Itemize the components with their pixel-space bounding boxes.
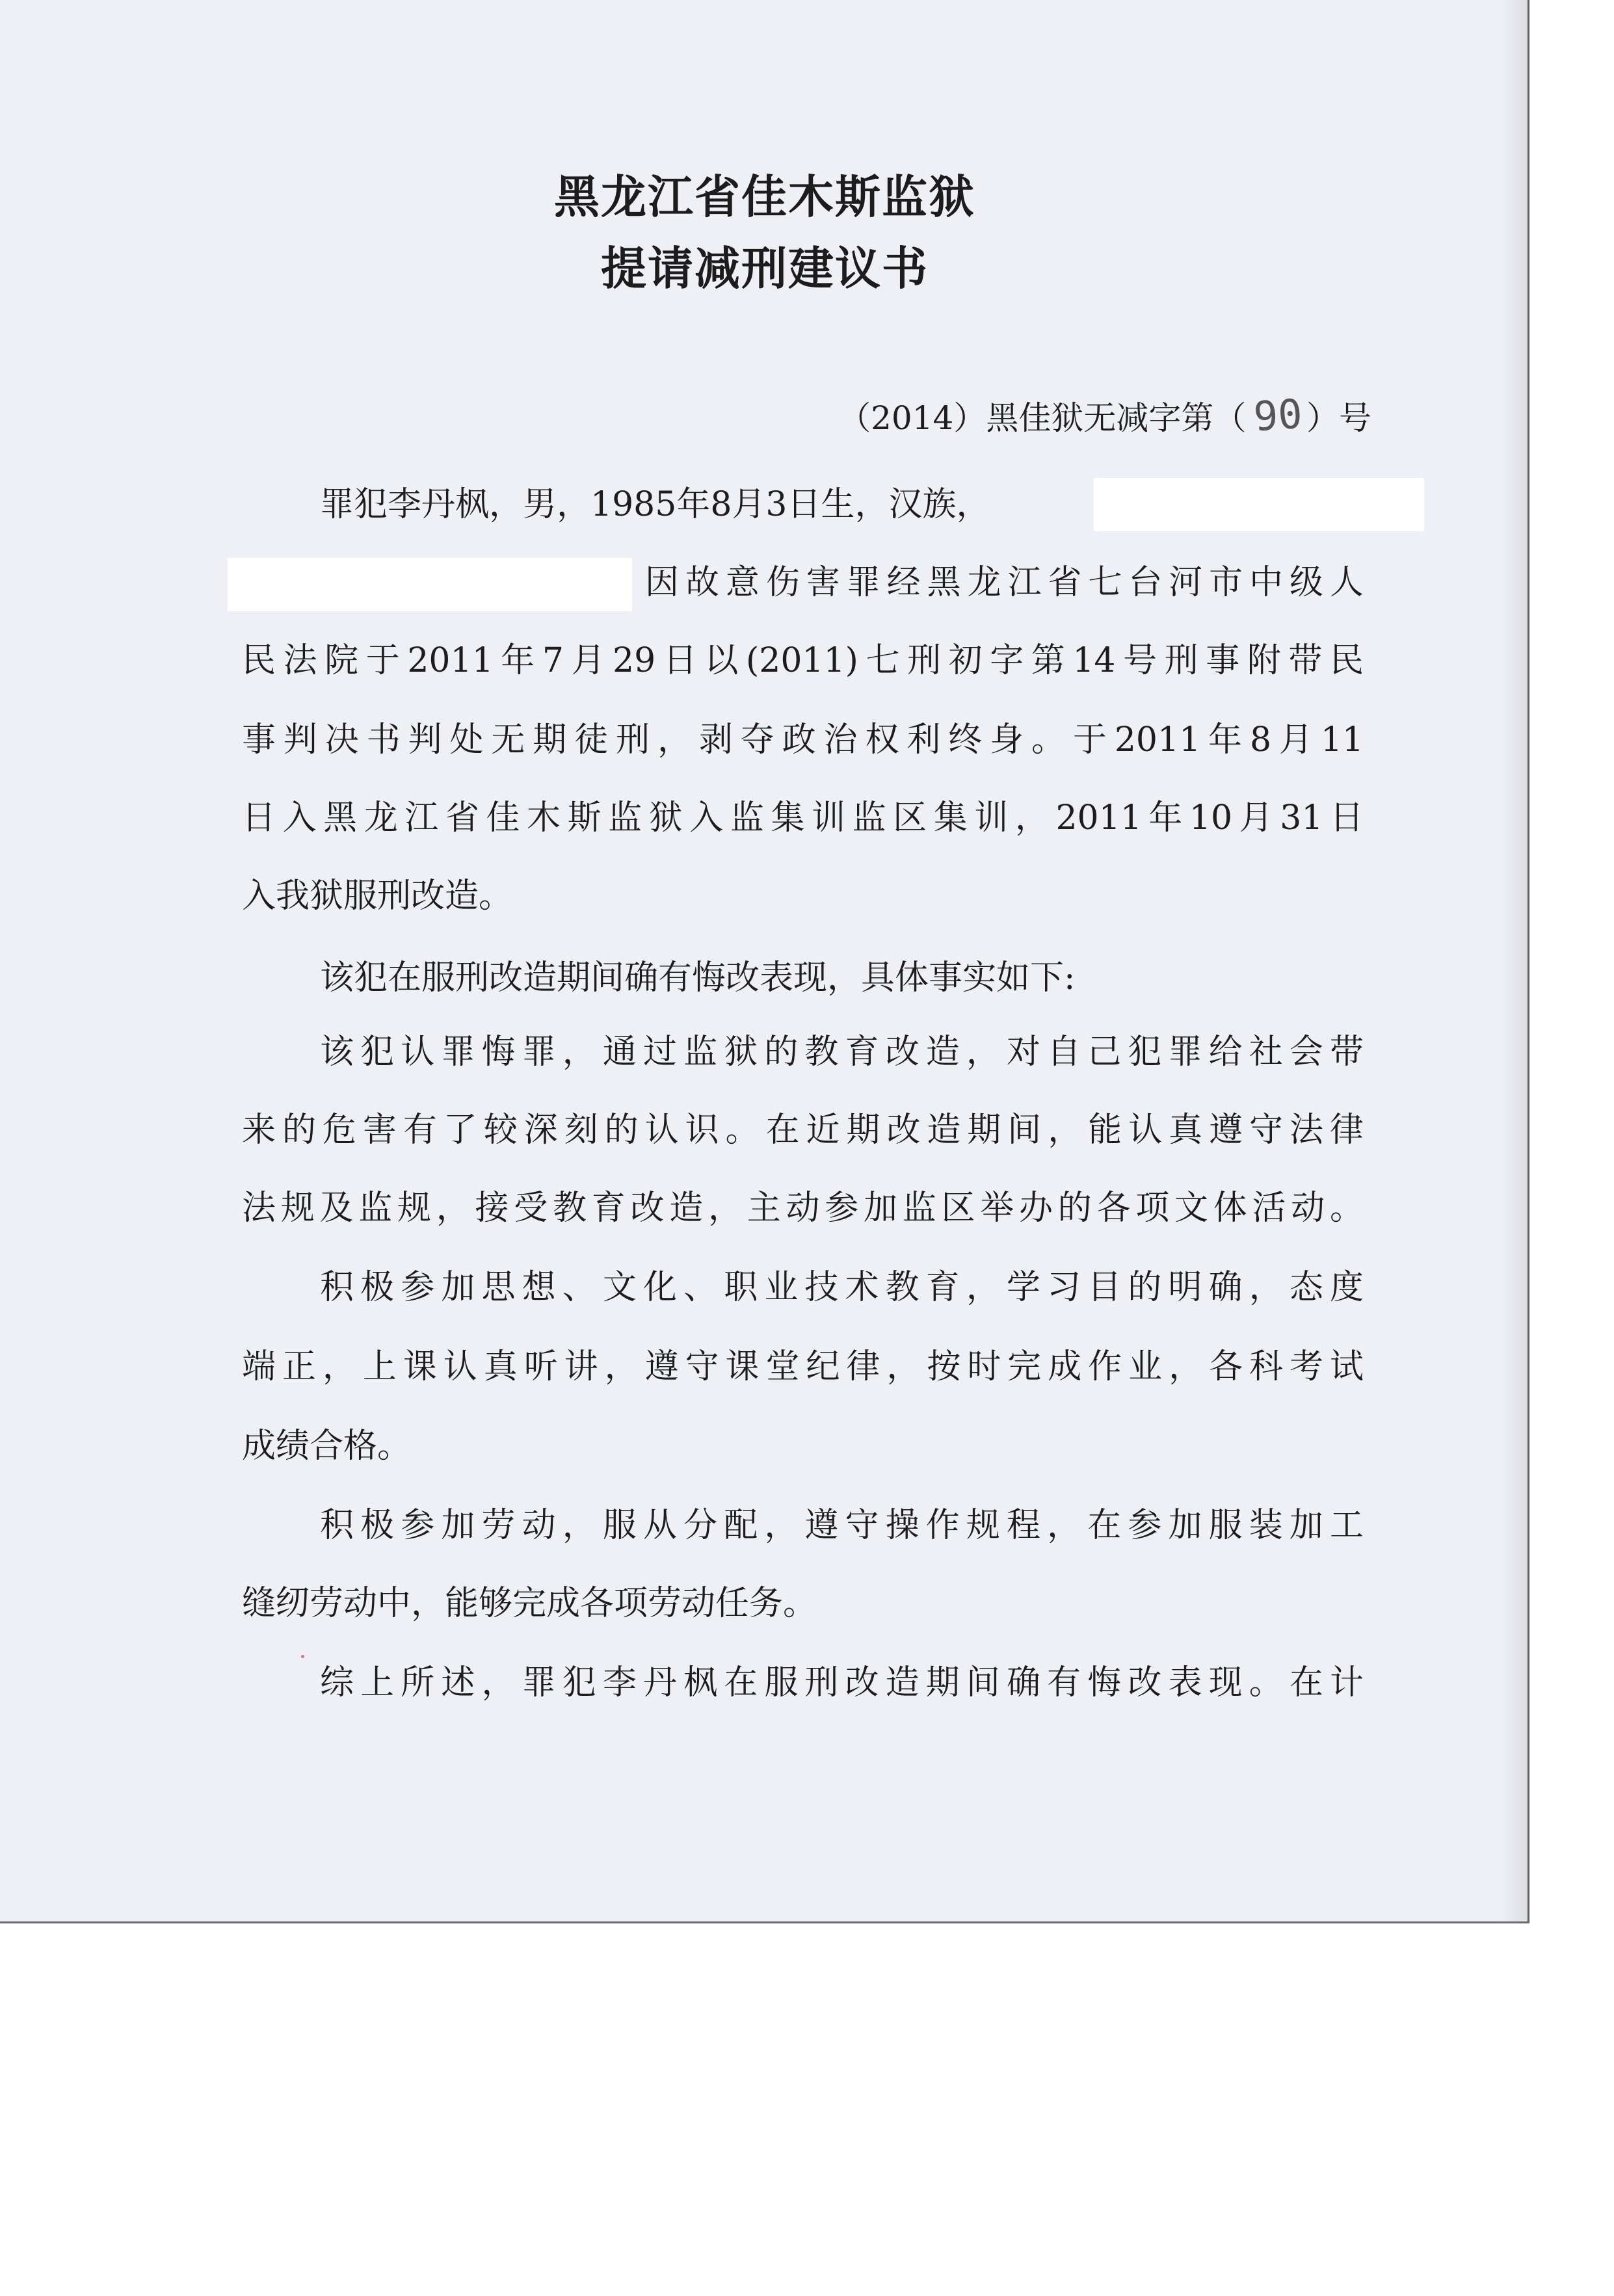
scan-speck <box>301 1655 304 1658</box>
body-line-2: 因故意伤害罪经黑龙江省七台河市中级人 <box>645 563 1364 602</box>
redaction-block <box>1094 478 1424 531</box>
body-line-5: 日入黑龙江省佳木斯监狱入监集训监区集训，2011年10月31日 <box>242 798 1364 838</box>
body-line-9: 来的危害有了较深刻的认识。在近期改造期间，能认真遵守法律 <box>242 1111 1364 1150</box>
body-line-4: 事判决书判处无期徒刑，剥夺政治权利终身。于2011年8月11 <box>242 720 1364 759</box>
body-line-16: 综上所述，罪犯李丹枫在服刑改造期间确有悔改表现。在计 <box>320 1663 1364 1702</box>
redaction-block <box>228 558 632 611</box>
document-number-prefix: （2014）黑佳狱无减字第（ <box>838 399 1247 437</box>
document-title-line-1: 黑龙江省佳木斯监狱 <box>554 170 975 224</box>
body-line-10: 法规及监规，接受教育改造，主动参加监区举办的各项文体活动。 <box>242 1189 1364 1228</box>
body-line-15: 缝纫劳动中，能够完成各项劳动任务。 <box>242 1584 817 1623</box>
body-line-12: 端正，上课认真听讲，遵守课堂纪律，按时完成作业，各科考试 <box>242 1347 1364 1386</box>
body-line-7: 该犯在服刑改造期间确有悔改表现，具体事实如下: <box>320 958 1076 997</box>
document-title-line-2: 提请减刑建议书 <box>601 242 929 295</box>
document-number <box>838 389 1371 441</box>
body-line-3: 民法院于2011年7月29日以(2011)七刑初字第14号刑事附带民 <box>242 641 1364 680</box>
body-line-11: 积极参加思想、文化、职业技术教育，学习目的明确，态度 <box>320 1268 1364 1307</box>
document-number-suffix: ）号 <box>1306 399 1371 437</box>
body-line-8: 该犯认罪悔罪，通过监狱的教育改造，对自己犯罪给社会带 <box>320 1033 1364 1072</box>
document-number-handwritten-value: 90 <box>1252 389 1304 441</box>
body-line-13: 成绩合格。 <box>242 1427 412 1466</box>
body-line-14: 积极参加劳动，服从分配，遵守操作规程，在参加服装加工 <box>320 1506 1364 1545</box>
body-line-6: 入我狱服刑改造。 <box>242 877 513 916</box>
body-line-1: 罪犯李丹枫，男，1985年8月3日生，汉族， <box>320 485 990 524</box>
